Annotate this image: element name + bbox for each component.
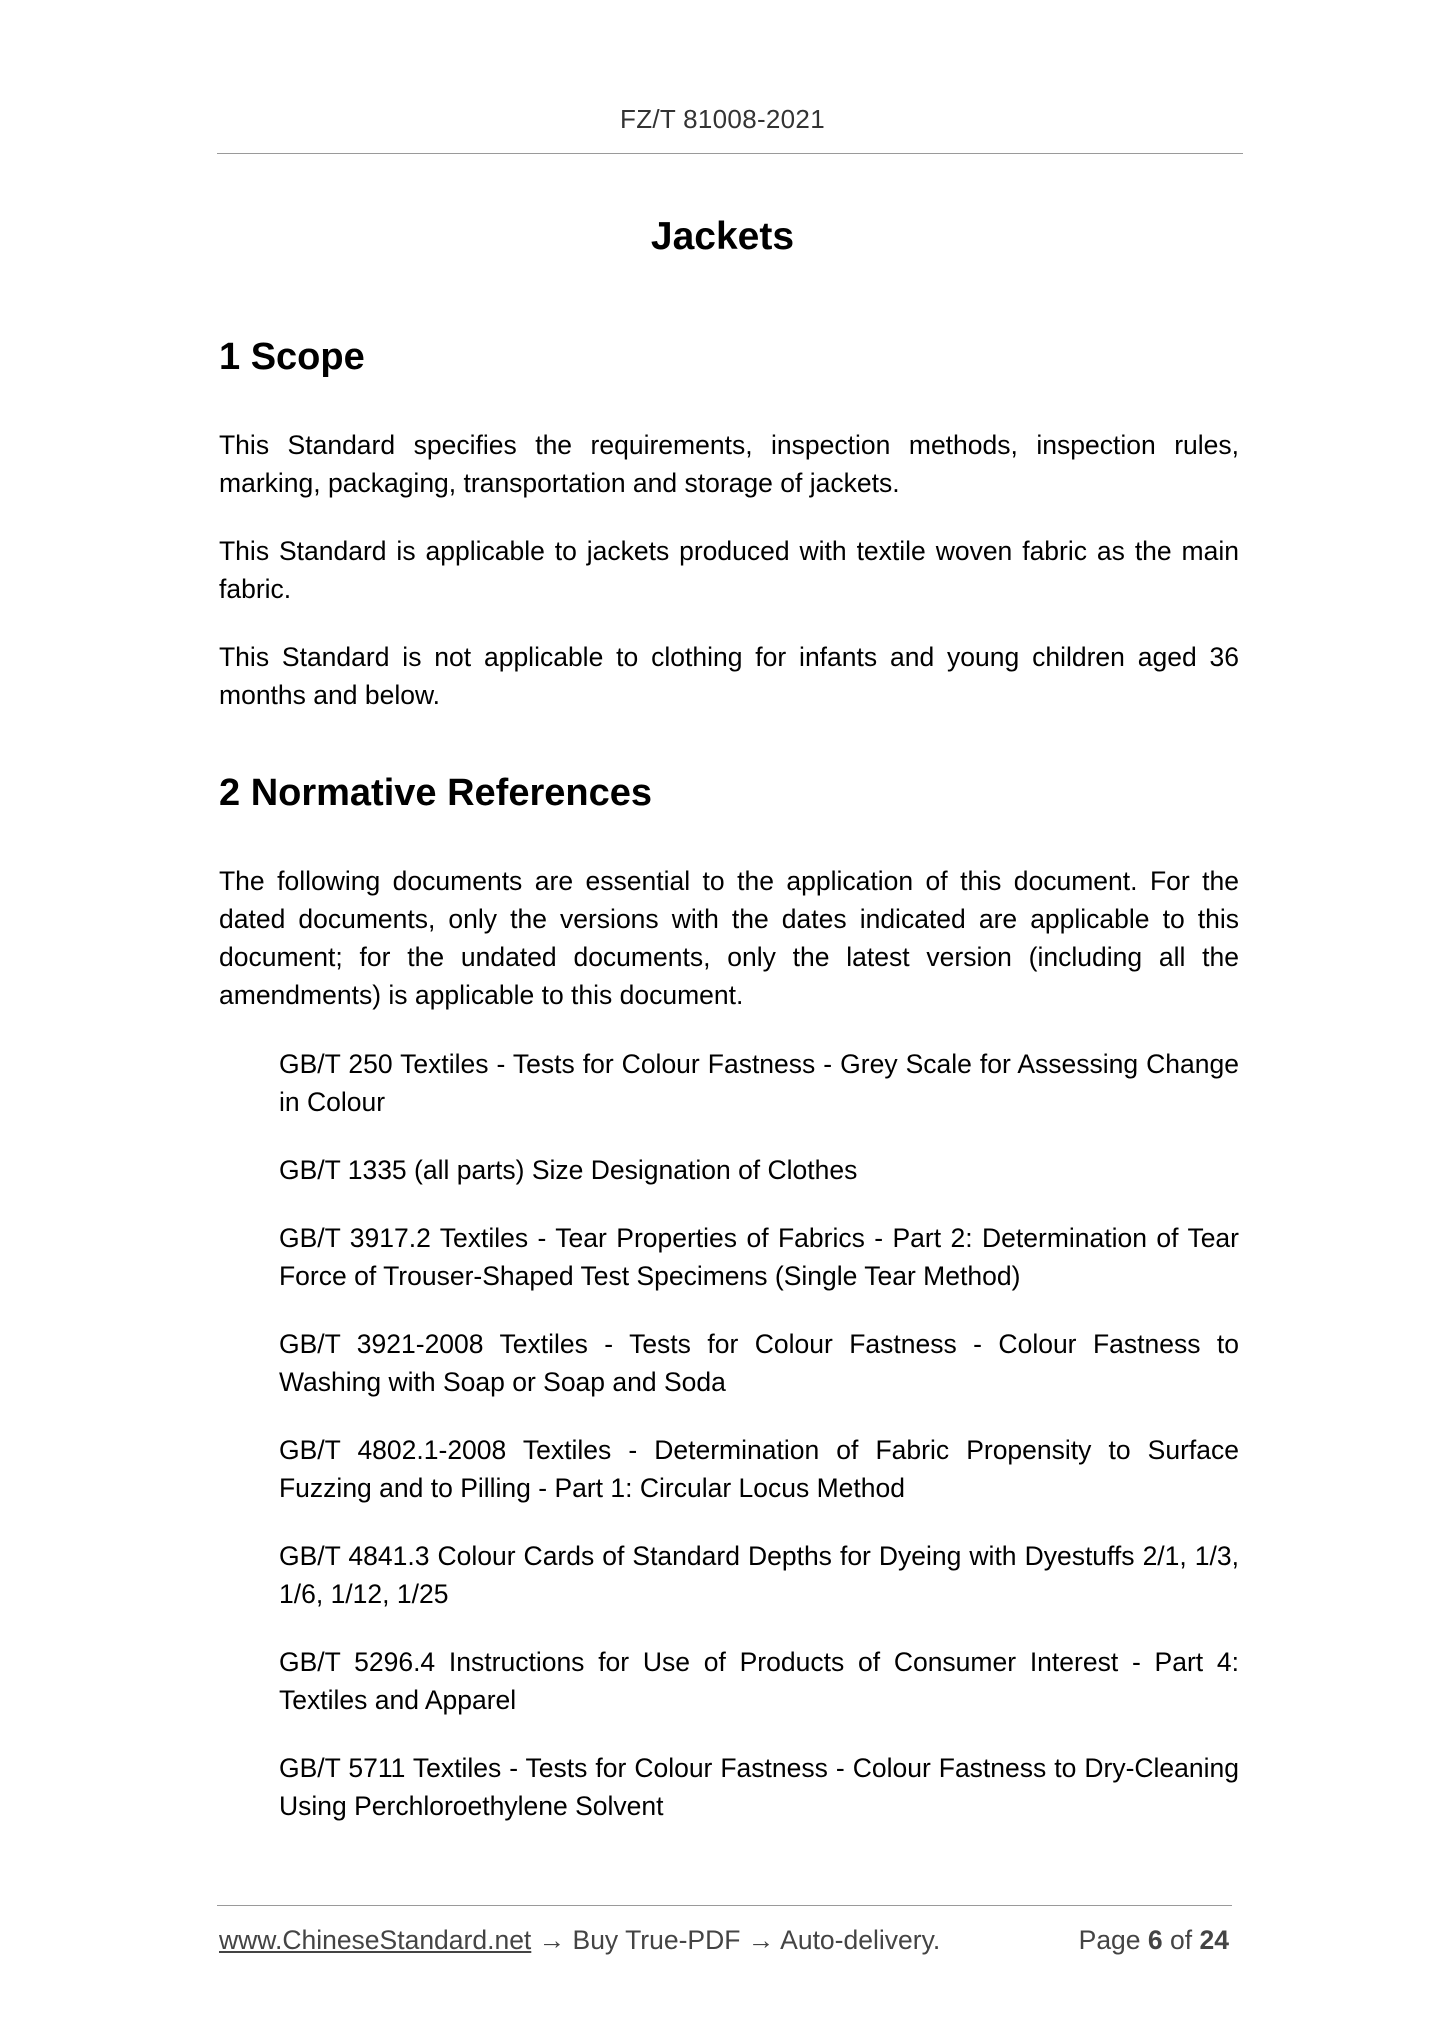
page-footer xyxy=(219,1925,1229,1956)
standard-code-header: FZ/T 81008-2021 xyxy=(620,104,825,134)
reference-item: GB/T 250 Textiles - Tests for Colour Fastness - Grey Scale for Assessing Change in Colour xyxy=(279,1049,1239,1117)
page-label: Page xyxy=(1078,1925,1141,1955)
total-page-count: 24 xyxy=(1199,1925,1229,1955)
document-title: Jackets xyxy=(650,215,795,258)
scope-paragraph-1: This Standard specifies the requirements, inspection methods, inspection rules, marking, packaging, transportation and storage of jackets. xyxy=(219,430,1239,498)
reference-item: GB/T 3921-2008 Textiles - Tests for Colour Fastness - Colour Fastness to Washing with Soap or Soap and Soda xyxy=(279,1329,1239,1397)
website-link[interactable]: www.ChineseStandard.net xyxy=(219,1925,532,1955)
footer-divider xyxy=(217,1905,1232,1906)
normative-intro-paragraph: The following documents are essential to the application of this document. For the dated documents, only the versions with the dates indicated are applicable to this document; for the undated documents, only the latest version (including all the amendments) is applicable to this document. xyxy=(219,866,1239,1010)
reference-item: GB/T 4841.3 Colour Cards of Standard Depths for Dyeing with Dyestuffs 2/1, 1/3, 1/6, 1/12, 1/25 xyxy=(279,1541,1239,1609)
footer-tagline: → Buy True-PDF → Auto-delivery. xyxy=(531,1925,941,1955)
section-heading-normative-references: 2 Normative References xyxy=(219,772,652,814)
reference-item: GB/T 5711 Textiles - Tests for Colour Fastness - Colour Fastness to Dry-Cleaning Using Perchloroethylene Solvent xyxy=(279,1753,1239,1821)
current-page-number: 6 xyxy=(1147,1925,1163,1955)
reference-item: GB/T 5296.4 Instructions for Use of Products of Consumer Interest - Part 4: Textiles and Apparel xyxy=(279,1647,1239,1715)
reference-item: GB/T 1335 (all parts) Size Designation of Clothes xyxy=(279,1155,858,1185)
reference-item: GB/T 4802.1-2008 Textiles - Determination of Fabric Propensity to Surface Fuzzing and to Pilling - Part 1: Circular Locus Method xyxy=(279,1435,1239,1503)
reference-item: GB/T 3917.2 Textiles - Tear Properties of Fabrics - Part 2: Determination of Tear Force of Trouser-Shaped Test Specimens (Single Tear Method) xyxy=(279,1223,1239,1291)
page-indicator xyxy=(1079,1925,1229,1956)
scope-paragraph-2: This Standard is applicable to jackets produced with textile woven fabric as the main fabric. xyxy=(219,536,1239,604)
scope-paragraph-3: This Standard is not applicable to clothing for infants and young children aged 36 months and below. xyxy=(219,642,1239,710)
header-divider xyxy=(217,153,1243,154)
page-of-label: of xyxy=(1170,1925,1193,1955)
section-heading-scope: 1 Scope xyxy=(219,336,365,378)
